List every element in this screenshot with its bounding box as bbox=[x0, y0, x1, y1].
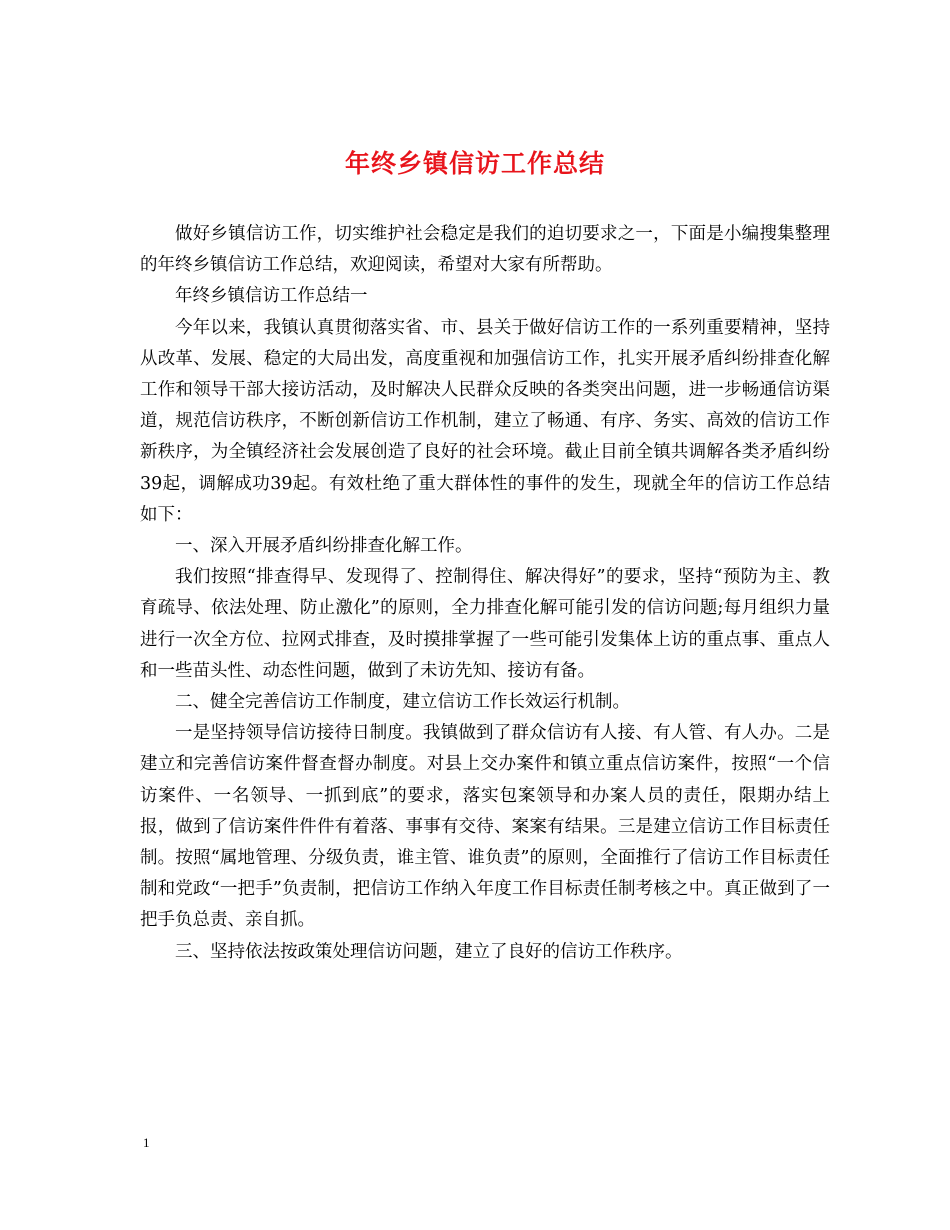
document-title: 年终乡镇信访工作总结 bbox=[344, 149, 605, 178]
paragraph-overview: 今年以来，我镇认真贯彻落实省、市、县关于做好信访工作的一系列重要精神，坚持从改革、发展、稳定的大局出发，高度重视和加强信访工作，扎实开展矛盾纠纷排查化解工作和领导干部大接访活动，及时解决人民群众反映的各类突出问题，进一步畅通信访渠道，规范信访秩序，不断创新信访工作机制，建立了畅通、有序、务实、高效的信访工作新秩序，为全镇经济社会发展创造了良好的社会环境。截止目前全镇共调解各类矛盾纠纷39起，调解成功39起。有效杜绝了重大群体性的事件的发生，现就全年的信访工作总结如下： bbox=[140, 317, 830, 525]
section-heading-summary-one: 年终乡镇信访工作总结一 bbox=[175, 286, 368, 307]
page-number: 1 bbox=[143, 1135, 150, 1150]
paragraph-section-two: 一是坚持领导信访接待日制度。我镇做到了群众信访有人接、有人管、有人办。二是建立和完善信访案件督查督办制度。对县上交办案件和镇立重点信访案件，按照“一个信访案件、一名领导、一抓到底”的要求，落实包案领导和办案人员的责任，限期办结上报，做到了信访案件件件有着落、事事有交待、案案有结果。三是建立信访工作目标责任制。按照“属地管理、分级负责，谁主管、谁负责”的原则，全面推行了信访工作目标责任制和党政“一把手”负责制，把信访工作纳入年度工作目标责任制考核之中。真正做到了一把手负总责、亲自抓。 bbox=[140, 723, 830, 931]
paragraph-section-one: 我们按照“排查得早、发现得了、控制得住、解决得好”的要求，坚持“预防为主、教育疏导、依法处理、防止激化”的原则，全力排查化解可能引发的信访问题;每月组织力量进行一次全方位、拉网式排查，及时摸排掌握了一些可能引发集体上访的重点事、重点人和一些苗头性、动态性问题，做到了未访先知、接访有备。 bbox=[140, 567, 830, 681]
section-heading-two: 二、健全完善信访工作制度，建立信访工作长效运行机制。 bbox=[175, 692, 630, 713]
paragraph-intro: 做好乡镇信访工作，切实维护社会稳定是我们的迫切要求之一，下面是小编搜集整理的年终乡镇信访工作总结，欢迎阅读，希望对大家有所帮助。 bbox=[140, 224, 830, 276]
section-heading-one: 一、深入开展矛盾纠纷排查化解工作。 bbox=[175, 536, 473, 557]
document-body bbox=[140, 219, 830, 968]
section-heading-three: 三、坚持依法按政策处理信访问题，建立了良好的信访工作秩序。 bbox=[175, 941, 683, 962]
